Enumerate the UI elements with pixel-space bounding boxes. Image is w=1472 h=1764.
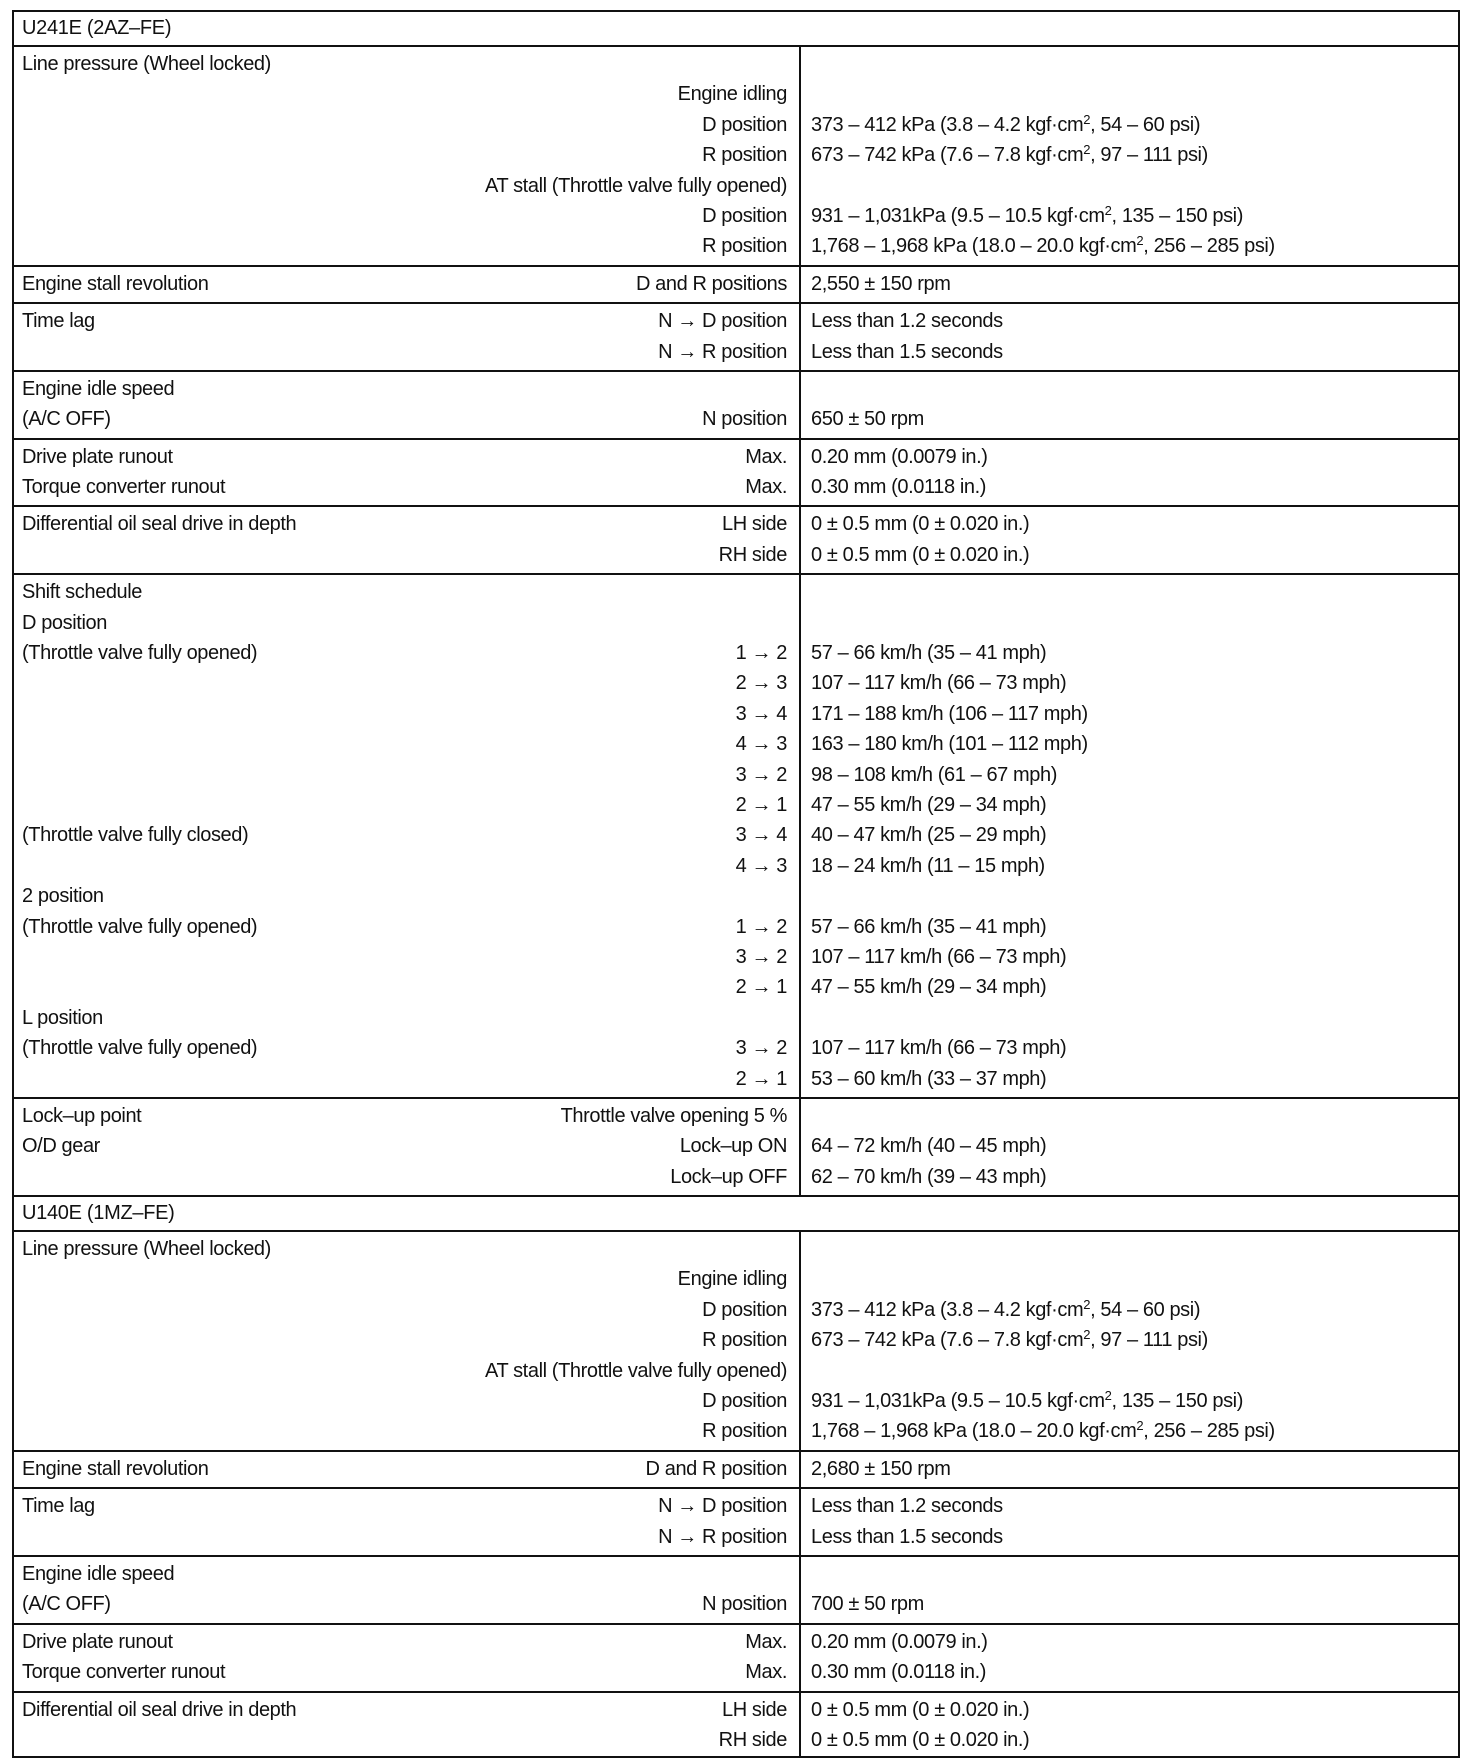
item-line <box>22 790 787 820</box>
item-line <box>22 760 787 790</box>
item-line <box>22 1386 787 1416</box>
value-cell <box>801 372 1458 438</box>
item-label: Differential oil seal drive in depth <box>22 1698 297 1721</box>
spec-value: 18 – 24 km/h (11 – 15 mph) <box>811 854 1045 877</box>
item-condition: RH side <box>718 543 787 566</box>
item-line <box>22 942 787 972</box>
spec-value: 57 – 66 km/h (35 – 41 mph) <box>811 915 1047 938</box>
spec-value <box>811 171 1450 201</box>
spec-row-group <box>14 1232 1458 1452</box>
spec-value <box>811 881 1450 911</box>
spec-value <box>811 1003 1450 1033</box>
value-cell <box>801 1232 1458 1450</box>
spec-row-group <box>14 575 1458 1099</box>
item-label: Time lag <box>22 310 95 333</box>
spec-value: 0 ± 0.5 mm (0 ± 0.020 in.) <box>811 543 1030 566</box>
item-condition: D and R position <box>645 1457 787 1480</box>
item-cell <box>14 1489 801 1555</box>
spec-value: 931 – 1,031kPa (9.5 – 10.5 $kgf\cdot cm^2$, 135 – 150 psi) <box>811 1388 1243 1413</box>
spec-value <box>811 577 1450 607</box>
item-line <box>22 1064 787 1094</box>
spec-value: 700 ± 50 rpm <box>811 1593 924 1616</box>
spec-row-group <box>14 507 1458 575</box>
item-label: Engine idle speed <box>22 1562 175 1585</box>
item-condition: N → R position <box>658 340 787 363</box>
spec-row-group <box>14 1625 1458 1693</box>
item-condition: Lock–up OFF <box>670 1165 787 1188</box>
item-condition: D and R positions <box>635 272 787 295</box>
item-condition: Engine idling <box>677 1268 787 1291</box>
specification-table <box>12 10 1460 1758</box>
item-label: Engine stall revolution <box>22 272 209 295</box>
item-line <box>22 269 787 299</box>
item-line <box>22 1627 787 1657</box>
item-condition: N → D position <box>658 1495 787 1518</box>
item-line <box>22 729 787 759</box>
item-cell <box>14 372 801 438</box>
item-line <box>22 231 787 261</box>
spec-value: 107 – 117 km/h (66 – 73 mph) <box>811 1037 1067 1060</box>
spec-value: 40 – 47 km/h (25 – 29 mph) <box>811 824 1047 847</box>
value-cell <box>801 1452 1458 1487</box>
item-line <box>22 49 787 79</box>
spec-value: 47 – 55 km/h (29 – 34 mph) <box>811 793 1047 816</box>
item-condition: LH side <box>721 513 787 536</box>
item-line <box>22 1264 787 1294</box>
spec-value: Less than 1.5 seconds <box>811 340 1003 363</box>
spec-value <box>811 1234 1450 1264</box>
item-condition: AT stall (Throttle valve fully opened) <box>485 1359 787 1382</box>
item-cell <box>14 575 801 1097</box>
item-condition: D position <box>702 1390 787 1413</box>
item-cell <box>14 507 801 573</box>
spec-value: 0 ± 0.5 mm (0 ± 0.020 in.) <box>811 513 1030 536</box>
item-cell <box>14 1452 801 1487</box>
item-condition: 3 → 4 <box>735 702 787 725</box>
spec-value <box>811 1559 1450 1589</box>
item-line <box>22 1725 787 1755</box>
item-cell <box>14 1099 801 1195</box>
item-line <box>22 699 787 729</box>
item-line <box>22 110 787 140</box>
item-line <box>22 1033 787 1063</box>
value-cell <box>801 1557 1458 1623</box>
item-line <box>22 1356 787 1386</box>
spec-value: 62 – 70 km/h (39 – 43 mph) <box>811 1165 1047 1188</box>
item-cell <box>14 1232 801 1450</box>
item-label: Shift schedule <box>22 581 143 604</box>
item-cell <box>14 47 801 265</box>
spec-value: 373 – 412 kPa (3.8 – 4.2 $kgf\cdot cm^2$, 54 – 60 psi) <box>811 111 1201 136</box>
item-line <box>22 1559 787 1589</box>
item-label: Engine stall revolution <box>22 1457 209 1480</box>
item-condition: 3 → 2 <box>735 763 787 786</box>
spec-value: 0 ± 0.5 mm (0 ± 0.020 in.) <box>811 1698 1030 1721</box>
item-condition: Max. <box>745 1630 787 1653</box>
item-label: Differential oil seal drive in depth <box>22 513 297 536</box>
item-label: Engine idle speed <box>22 377 175 400</box>
item-condition: Max. <box>745 476 787 499</box>
spec-value <box>811 608 1450 638</box>
value-cell <box>801 1099 1458 1195</box>
spec-value: 0.20 mm (0.0079 in.) <box>811 1630 988 1653</box>
item-line <box>22 972 787 1002</box>
spec-row-group <box>14 440 1458 508</box>
spec-value <box>811 49 1450 79</box>
spec-section <box>14 12 1458 1197</box>
item-condition: 4 → 3 <box>735 733 787 756</box>
spec-value: 931 – 1,031kPa (9.5 – 10.5 $kgf\cdot cm^2$, 135 – 150 psi) <box>811 202 1243 227</box>
spec-value: 57 – 66 km/h (35 – 41 mph) <box>811 642 1047 665</box>
item-line <box>22 171 787 201</box>
item-label: Torque converter runout <box>22 1661 226 1684</box>
item-condition: R position <box>702 144 787 167</box>
item-condition: Max. <box>745 1661 787 1684</box>
spec-value: 673 – 742 kPa (7.6 – 7.8 $kgf\cdot cm^2$, 97 – 111 psi) <box>811 142 1208 167</box>
item-condition: R position <box>702 1329 787 1352</box>
item-condition: R position <box>702 1420 787 1443</box>
item-condition: 3 → 4 <box>735 824 787 847</box>
spec-value <box>811 1264 1450 1294</box>
item-label: Drive plate runout <box>22 1630 173 1653</box>
item-label: (Throttle valve fully closed) <box>22 824 249 847</box>
spec-value: 2,680 ± 150 rpm <box>811 1457 951 1480</box>
item-condition: 2 → 1 <box>735 1067 787 1090</box>
item-label: D position <box>22 611 107 634</box>
spec-row-group <box>14 1489 1458 1557</box>
value-cell <box>801 507 1458 573</box>
item-label: Drive plate runout <box>22 445 173 468</box>
spec-value <box>811 79 1450 109</box>
item-line <box>22 1657 787 1687</box>
item-condition: 2 → 1 <box>735 793 787 816</box>
item-line <box>22 442 787 472</box>
item-condition: 4 → 3 <box>735 854 787 877</box>
item-condition: 1 → 2 <box>735 642 787 665</box>
item-condition: D position <box>702 1298 787 1321</box>
spec-value: 1,768 – 1,968 kPa (18.0 – 20.0 $kgf\cdot cm^2$, 256 – 285 psi) <box>811 1418 1275 1443</box>
item-line <box>22 79 787 109</box>
spec-row-group <box>14 267 1458 304</box>
spec-value: 64 – 72 km/h (40 – 45 mph) <box>811 1135 1047 1158</box>
item-line <box>22 1695 787 1725</box>
item-cell <box>14 304 801 370</box>
value-cell <box>801 47 1458 265</box>
item-line <box>22 1589 787 1619</box>
item-line <box>22 577 787 607</box>
item-line <box>22 337 787 367</box>
item-line <box>22 1131 787 1161</box>
item-label: (A/C OFF) <box>22 408 111 431</box>
value-cell <box>801 304 1458 370</box>
spec-row-group <box>14 47 1458 267</box>
item-condition: Engine idling <box>677 83 787 106</box>
item-line <box>22 1234 787 1264</box>
spec-value: 107 – 117 km/h (66 – 73 mph) <box>811 945 1067 968</box>
value-cell <box>801 1625 1458 1691</box>
item-label: (Throttle valve fully opened) <box>22 642 258 665</box>
item-condition: 2 → 3 <box>735 672 787 695</box>
item-cell <box>14 1625 801 1691</box>
item-line <box>22 404 787 434</box>
item-cell <box>14 267 801 302</box>
section-title: U140E (1MZ–FE) <box>14 1197 1458 1232</box>
item-condition: N position <box>702 408 787 431</box>
item-line <box>22 472 787 502</box>
item-condition: N → D position <box>658 310 787 333</box>
item-label: (A/C OFF) <box>22 1593 111 1616</box>
item-line <box>22 668 787 698</box>
item-condition: R position <box>702 235 787 258</box>
item-condition: Lock–up ON <box>679 1135 787 1158</box>
spec-value: 0.30 mm (0.0118 in.) <box>811 1661 987 1684</box>
spec-value: 0 ± 0.5 mm (0 ± 0.020 in.) <box>811 1728 1030 1751</box>
value-cell <box>801 267 1458 302</box>
item-label: 2 position <box>22 885 104 908</box>
item-line <box>22 1295 787 1325</box>
spec-value: 373 – 412 kPa (3.8 – 4.2 $kgf\cdot cm^2$, 54 – 60 psi) <box>811 1296 1201 1321</box>
item-line <box>22 608 787 638</box>
value-cell <box>801 440 1458 506</box>
item-condition: Max. <box>745 445 787 468</box>
item-condition: Throttle valve opening 5 % <box>560 1104 787 1127</box>
value-cell <box>801 575 1458 1097</box>
spec-value: 171 – 188 km/h (106 – 117 mph) <box>811 702 1088 725</box>
item-condition: AT stall (Throttle valve fully opened) <box>485 174 787 197</box>
item-line <box>22 1162 787 1192</box>
item-condition: RH side <box>718 1728 787 1751</box>
item-line <box>22 638 787 668</box>
item-condition: D position <box>702 204 787 227</box>
item-cell <box>14 1557 801 1623</box>
item-label: Time lag <box>22 1495 95 1518</box>
item-condition: N position <box>702 1593 787 1616</box>
item-line <box>22 140 787 170</box>
item-condition: N → R position <box>658 1525 787 1548</box>
spec-value: 1,768 – 1,968 kPa (18.0 – 20.0 $kgf\cdot cm^2$, 256 – 285 psi) <box>811 233 1275 258</box>
item-line <box>22 912 787 942</box>
item-line <box>22 306 787 336</box>
spec-row-group <box>14 1693 1458 1759</box>
item-label: (Throttle valve fully opened) <box>22 1037 258 1060</box>
item-line <box>22 1101 787 1131</box>
spec-row-group <box>14 1099 1458 1195</box>
spec-value: 98 – 108 km/h (61 – 67 mph) <box>811 763 1058 786</box>
value-cell <box>801 1489 1458 1555</box>
item-line <box>22 1491 787 1521</box>
spec-value: Less than 1.2 seconds <box>811 310 1003 333</box>
item-condition: 2 → 1 <box>735 976 787 999</box>
item-condition: 1 → 2 <box>735 915 787 938</box>
spec-section <box>14 1197 1458 1758</box>
item-condition: 3 → 2 <box>735 945 787 968</box>
spec-value <box>811 374 1450 404</box>
spec-value: Less than 1.5 seconds <box>811 1525 1003 1548</box>
spec-value <box>811 1356 1450 1386</box>
spec-value: Less than 1.2 seconds <box>811 1495 1003 1518</box>
item-label: Lock–up point <box>22 1104 142 1127</box>
spec-value: 47 – 55 km/h (29 – 34 mph) <box>811 976 1047 999</box>
spec-row-group <box>14 1452 1458 1489</box>
value-cell <box>801 1693 1458 1759</box>
item-label: L position <box>22 1006 103 1029</box>
item-label: O/D gear <box>22 1135 100 1158</box>
item-cell <box>14 1693 801 1759</box>
item-line <box>22 1454 787 1484</box>
item-line <box>22 201 787 231</box>
item-line <box>22 1522 787 1552</box>
spec-value <box>811 1101 1450 1131</box>
spec-value: 0.20 mm (0.0079 in.) <box>811 445 988 468</box>
item-cell <box>14 440 801 506</box>
spec-value: 0.30 mm (0.0118 in.) <box>811 476 987 499</box>
spec-value: 673 – 742 kPa (7.6 – 7.8 $kgf\cdot cm^2$, 97 – 111 psi) <box>811 1327 1208 1352</box>
item-label: Line pressure (Wheel locked) <box>22 53 271 75</box>
item-condition: 3 → 2 <box>735 1037 787 1060</box>
spec-value: 2,550 ± 150 rpm <box>811 272 951 295</box>
item-label: Line pressure (Wheel locked) <box>22 1238 271 1261</box>
item-line <box>22 851 787 881</box>
item-label: (Throttle valve fully opened) <box>22 915 258 938</box>
item-line <box>22 1003 787 1033</box>
spec-row-group <box>14 304 1458 372</box>
item-line <box>22 1325 787 1355</box>
item-line <box>22 374 787 404</box>
item-label: Torque converter runout <box>22 476 226 499</box>
spec-row-group <box>14 372 1458 440</box>
item-line <box>22 540 787 570</box>
item-line <box>22 881 787 911</box>
spec-value: 53 – 60 km/h (33 – 37 mph) <box>811 1067 1047 1090</box>
item-condition: LH side <box>721 1698 787 1721</box>
spec-row-group <box>14 1557 1458 1625</box>
spec-value: 163 – 180 km/h (101 – 112 mph) <box>811 733 1088 756</box>
item-condition: D position <box>702 113 787 136</box>
item-line <box>22 509 787 539</box>
section-title: U241E (2AZ–FE) <box>14 12 1458 47</box>
spec-value: 107 – 117 km/h (66 – 73 mph) <box>811 672 1067 695</box>
item-line <box>22 820 787 850</box>
item-line <box>22 1416 787 1446</box>
spec-value: 650 ± 50 rpm <box>811 408 924 431</box>
